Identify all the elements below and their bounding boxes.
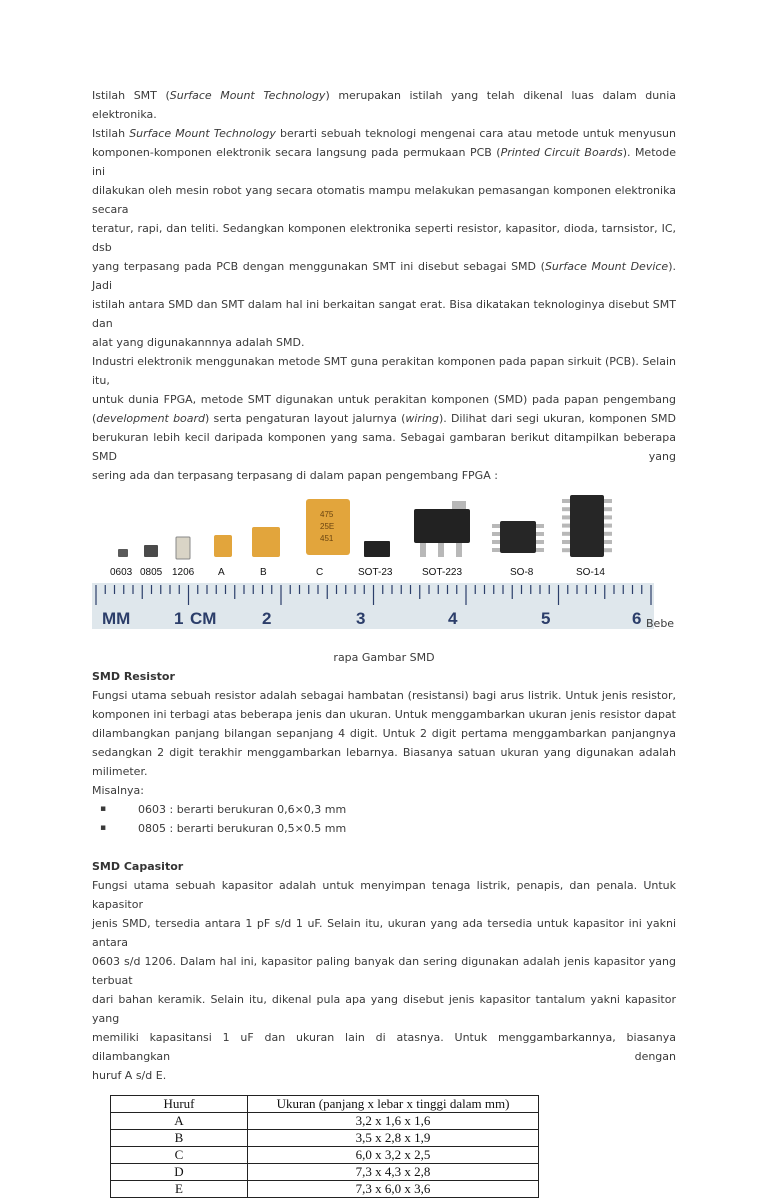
capacitor-heading: SMD Capasitor [92, 860, 184, 873]
table-header-huruf: Huruf [111, 1096, 248, 1113]
table-row [111, 1147, 539, 1164]
text-line: Industri elektronik menggunakan metode SMT guna perakitan komponen pada papan sirkuit (PCB). Selain itu, [92, 355, 676, 387]
table-cell: 7,3 x 4,3 x 2,8 [248, 1164, 539, 1181]
table-cell: 7,3 x 6,0 x 3,6 [248, 1181, 539, 1198]
text-line: memiliki kapasitansi 1 uF dan ukuran lain di atasnya. Untuk menggambarkannya, biasanya dilambangkan dengan [92, 1031, 676, 1063]
table-row [111, 1164, 539, 1181]
ruler-label-3: 3 [356, 609, 366, 628]
smd-figure [92, 491, 676, 651]
label-sot-23: SOT-23 [358, 567, 393, 578]
ruler-label-4: 4 [448, 609, 458, 628]
ruler-label-1: 1 [174, 609, 184, 628]
table-row [111, 1130, 539, 1147]
list-item [92, 819, 676, 838]
italic-term: wiring [405, 412, 439, 425]
label-so-8: SO-8 [510, 567, 534, 578]
component-so-14 [562, 495, 612, 557]
table-row [111, 1113, 539, 1130]
label-so-14: SO-14 [576, 567, 605, 578]
bullet-icon: ▪ [100, 823, 107, 833]
text-line: 0603 s/d 1206. Dalam hal ini, kapasitor paling banyak dan sering digunakan adalah jenis kapasitor yang terbuat [92, 955, 676, 987]
component-sot-23 [364, 541, 390, 557]
so14-pin [562, 532, 570, 536]
text-line: Fungsi utama sebuah resistor adalah sebagai hambatan (resistansi) bagi arus listrik. Untuk jenis resistor, [92, 689, 676, 702]
bullet-icon: ▪ [100, 804, 107, 814]
italic-term: Surface Mount Technology [129, 127, 276, 140]
table-cell: B [111, 1130, 248, 1147]
bullet-text: 0805 : berarti berukuran 0,5×0.5 mm [138, 822, 347, 835]
resistor-heading: SMD Resistor [92, 670, 175, 683]
so14-pin [604, 507, 612, 511]
so14-pin [562, 515, 570, 519]
so14-pin [562, 507, 570, 511]
so14-pin [604, 524, 612, 528]
component-1206 [176, 537, 190, 559]
label-sot-223: SOT-223 [422, 567, 463, 578]
resistor-bullets [92, 800, 676, 838]
table-header-ukuran: Ukuran (panjang x lebar x tinggi dalam mm) [248, 1096, 539, 1113]
italic-term: development board [96, 412, 206, 425]
smd-components-image [92, 491, 676, 651]
capacitor-size-table [110, 1095, 539, 1198]
text-line: yang terpasang pada PCB dengan menggunakan SMT ini disebut sebagai SMD (Surface Mount Device). Jadi [92, 260, 676, 292]
component-cap-b [252, 527, 280, 557]
text-line: alat yang digunakannnya adalah SMD. [92, 336, 305, 349]
italic-term: Surface Mount Technology [169, 89, 326, 102]
component-sot-223 [414, 501, 470, 557]
so14-pin [562, 524, 570, 528]
text-line: Fungsi utama sebuah kapasitor adalah untuk menyimpan tenaga listrik, penapis, dan penala. Untuk kapasitor [92, 879, 676, 911]
text-line: istilah antara SMD dan SMT dalam hal ini berkaitan sangat erat. Bisa dikatakan teknologinya disebut SMT dan [92, 298, 676, 330]
text-line: Istilah SMT (Surface Mount Technology) merupakan istilah yang telah dikenal luas dalam dunia elektronika. [92, 89, 676, 121]
text-line: komponen-komponen elektronik secara langsung pada permukaan PCB (Printed Circuit Boards). Metode ini [92, 146, 676, 178]
cap-c-mark-2: 25E [320, 522, 335, 531]
cap-c-mark-1: 475 [320, 510, 334, 519]
so14-pin [562, 548, 570, 552]
label-1206: 1206 [172, 567, 195, 578]
label-c: C [316, 567, 324, 578]
text-line: untuk dunia FPGA, metode SMT digunakan untuk perakitan komponen (SMD) pada papan pengembang [92, 393, 676, 406]
figure-caption: rapa Gambar SMD [333, 651, 435, 664]
italic-term: Surface Mount Device [544, 260, 669, 273]
component-cap-a [214, 535, 232, 557]
component-0603 [118, 549, 128, 557]
table-cell: D [111, 1164, 248, 1181]
text-line: teratur, rapi, dan teliti. Sedangkan komponen elektronika seperti resistor, kapasitor, dioda, tarnsistor, IC, dsb [92, 222, 676, 254]
table-cell: C [111, 1147, 248, 1164]
figure-after-text: Bebe [646, 617, 675, 630]
label-b: B [260, 567, 267, 578]
so14-pin [604, 532, 612, 536]
component-0805 [144, 545, 158, 557]
so14-pin [604, 540, 612, 544]
so14-pin [562, 499, 570, 503]
so14-pin [604, 548, 612, 552]
text-line: Istilah Surface Mount Technology berarti sebuah teknologi mengenai cara atau metode untuk menyusun [92, 127, 676, 140]
table-cell: 3,5 x 2,8 x 1,9 [248, 1130, 539, 1147]
list-item [92, 800, 676, 819]
ruler-label-cm: CM [190, 609, 217, 628]
so14-pin [562, 540, 570, 544]
ruler-label-5: 5 [541, 609, 551, 628]
cap-c-mark-3: 451 [320, 534, 334, 543]
ruler-label-mm: MM [102, 609, 131, 628]
text-line: dilakukan oleh mesin robot yang secara otomatis mampu melakukan pemasangan komponen elektronika secara [92, 184, 676, 216]
component-so-8 [492, 521, 544, 553]
document-page [92, 86, 676, 1198]
so14-pin [604, 515, 612, 519]
text-line: Misalnya: [92, 784, 145, 797]
text-line: dilambangkan panjang bilangan sepanjang 4 digit. Untuk 2 digit pertama menggambarkan panjangnya [92, 727, 676, 740]
italic-term: Printed Circuit Boards [500, 146, 623, 159]
table-row [111, 1181, 539, 1198]
capacitor-paragraph [92, 876, 676, 1085]
text-line: berukuran lebih kecil daripada komponen yang sama. Sebagai gambaran berikut ditampilkan beberapa SMD yang [92, 431, 676, 463]
table-cell: 6,0 x 3,2 x 2,5 [248, 1147, 539, 1164]
text-line: jenis SMD, tersedia antara 1 pF s/d 1 uF. Selain itu, ukuran yang ada tersedia untuk kapasitor ini yakni antara [92, 917, 676, 949]
text-line: dari bahan keramik. Selain itu, dikenal pula apa yang disebut jenis kapasitor tantalum yakni kapasitor yang [92, 993, 676, 1025]
bullet-text: 0603 : berarti berukuran 0,6×0,3 mm [138, 803, 347, 816]
text-line: huruf A s/d E. [92, 1069, 167, 1082]
label-0603: 0603 [110, 567, 133, 578]
intro-paragraph [92, 86, 676, 485]
label-a: A [218, 567, 225, 578]
table-cell: E [111, 1181, 248, 1198]
ruler-label-2: 2 [262, 609, 272, 628]
text-line: sering ada dan terpasang terpasang di dalam papan pengembang FPGA : [92, 469, 498, 482]
label-0805: 0805 [140, 567, 163, 578]
ruler-label-6: 6 [632, 609, 642, 628]
text-line: komponen ini terbagi atas beberapa jenis dan ukuran. Untuk menggambarkan ukuran jenis resistor dapat [92, 708, 676, 721]
text-line: (development board) serta pengaturan layout jalurnya (wiring). Dilihat dari segi ukuran, komponen SMD [92, 412, 676, 425]
resistor-paragraph [92, 686, 676, 800]
table-cell: 3,2 x 1,6 x 1,6 [248, 1113, 539, 1130]
so14-pin [604, 499, 612, 503]
table-cell: A [111, 1113, 248, 1130]
table-header-row [111, 1096, 539, 1113]
text-line: sedangkan 2 digit terakhir menggambarkan lebarnya. Biasanya satuan ukuran yang digunakan adalah milimeter. [92, 746, 676, 778]
